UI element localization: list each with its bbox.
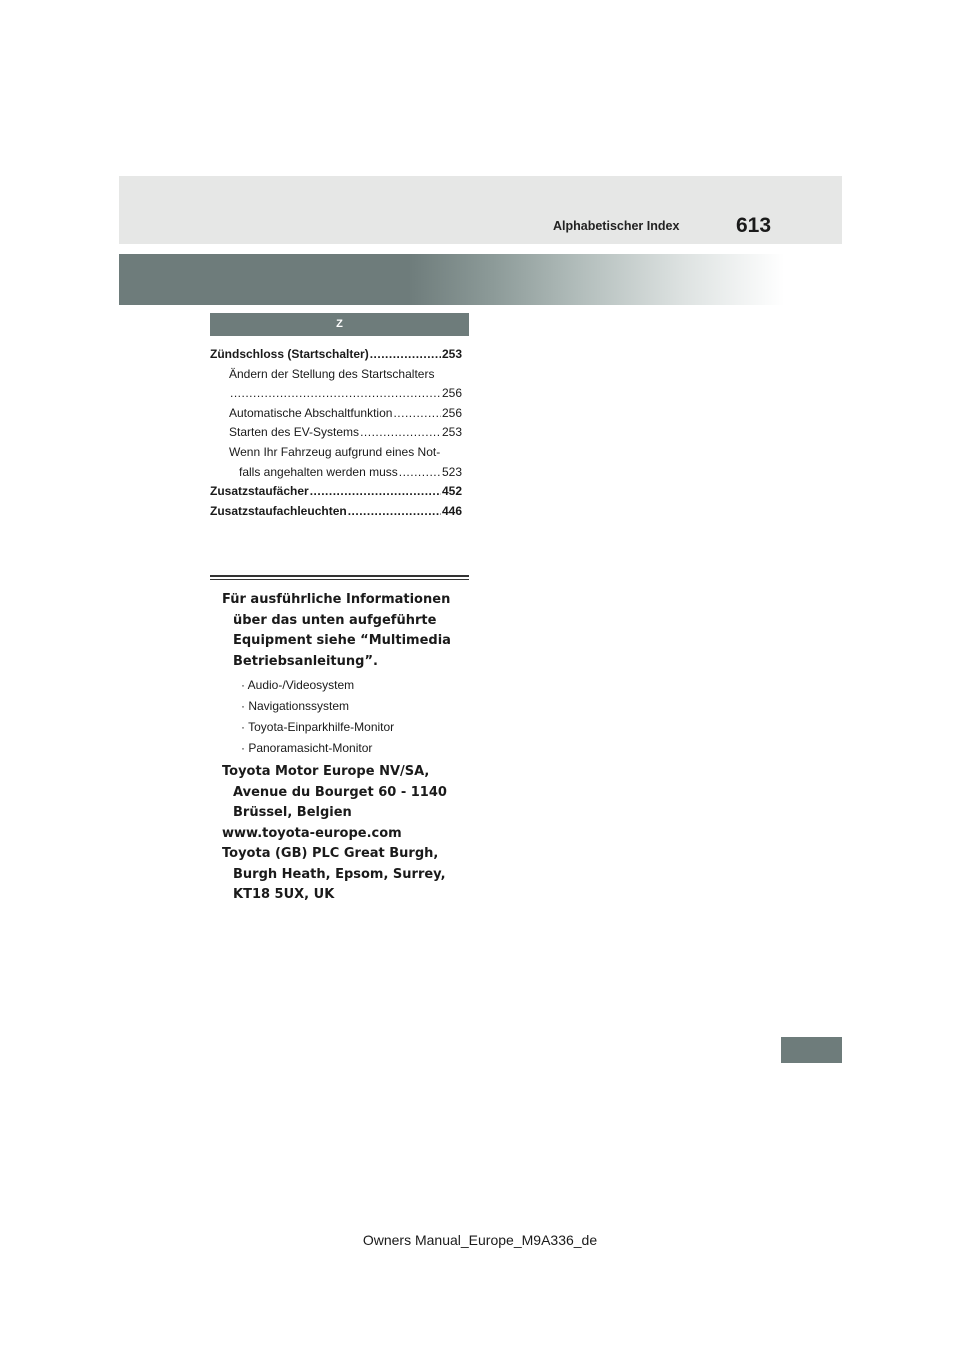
index-entry[interactable] [210, 482, 462, 502]
entry-page: 256 [441, 386, 462, 401]
divider-rule [210, 579, 469, 580]
website-link[interactable]: www.toyota-europe.com [222, 825, 402, 841]
equipment-item: · Audio-/Videosystem [241, 678, 355, 692]
index-subentry-continuation[interactable] [210, 384, 462, 404]
entry-page: 446 [441, 503, 462, 518]
entry-page: 523 [441, 464, 462, 479]
leader-dots [393, 404, 441, 424]
leader-dots [310, 482, 441, 502]
entry-text: falls angehalten werden muss [239, 464, 398, 479]
entry-text: Wenn Ihr Fahrzeug aufgrund eines Not- [229, 444, 441, 459]
equipment-item: · Panoramasicht-Monitor [241, 741, 373, 755]
entry-text: Zündschloss (Startschalter) [210, 347, 369, 361]
entry-text: Zusatzstaufachleuchten [210, 503, 347, 518]
address-europe: Toyota Motor Europe NV/SA, Avenue du Bourget 60 - 1140 Brüssel, Belgien [222, 764, 447, 820]
chapter-thumb-tab [781, 1037, 842, 1063]
equipment-item: · Navigationssystem [241, 699, 350, 713]
index-entry[interactable] [210, 502, 462, 522]
entry-text: Ändern der Stellung des Startschalters [229, 366, 435, 381]
index-subentry [210, 365, 462, 385]
equipment-list [222, 675, 462, 759]
leader-dots [370, 345, 441, 365]
entry-text: Automatische Abschaltfunktion [229, 405, 393, 420]
entry-text: Zusatzstaufächer [210, 484, 309, 499]
address-gb: Toyota (GB) PLC Great Burgh, Burgh Heath, Epsom, Surrey, KT18 5UX, UK [222, 846, 446, 902]
chapter-gradient-band [119, 254, 842, 305]
entry-page: 452 [441, 484, 462, 499]
index-entry-list [210, 345, 462, 521]
leader-dots [360, 423, 441, 443]
header-band [119, 176, 842, 244]
index-subentry-continuation[interactable] [210, 463, 462, 483]
footer-manual-id: Owners Manual_Europe_M9A336_de [362, 1232, 598, 1248]
entry-page: 253 [441, 425, 462, 440]
index-entry[interactable] [210, 345, 462, 365]
index-subentry[interactable] [210, 423, 462, 443]
index-subentry [210, 443, 462, 463]
entry-page: 253 [441, 347, 462, 361]
multimedia-intro: Für ausführliche Informationen über das unten aufgeführte Equipment siehe “Multimedia Betriebsanleitung”. [222, 592, 451, 669]
multimedia-info-block [222, 590, 462, 906]
index-letter-heading: Z [210, 313, 469, 336]
page-number: 613 [736, 214, 772, 237]
leader-dots [348, 502, 441, 522]
leader-dots [230, 384, 441, 404]
leader-dots [399, 463, 441, 483]
equipment-item: · Toyota-Einparkhilfe-Monitor [241, 720, 395, 734]
divider-rule [210, 575, 469, 577]
section-title: Alphabetischer Index [553, 219, 680, 233]
entry-page: 256 [441, 405, 462, 420]
entry-text: Starten des EV-Systems [229, 425, 360, 440]
index-subentry[interactable] [210, 404, 462, 424]
